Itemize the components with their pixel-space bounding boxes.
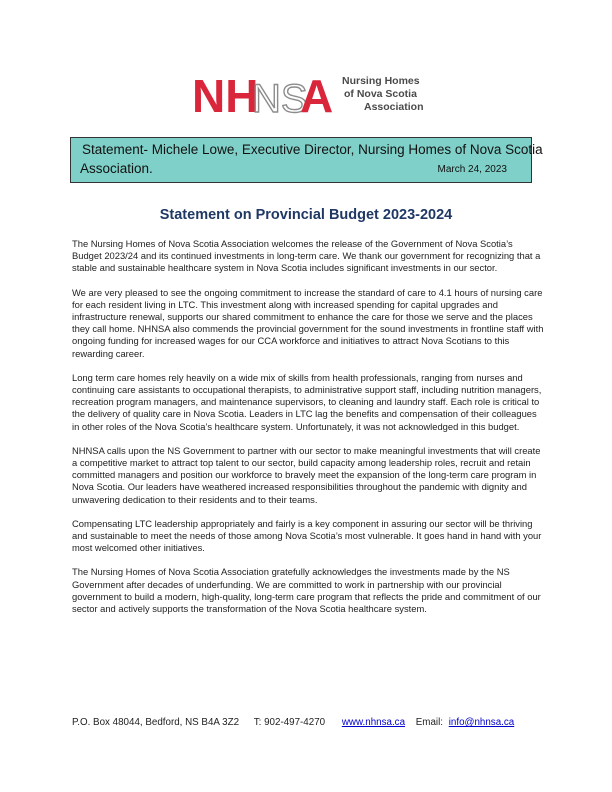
body-paragraph-1: The Nursing Homes of Nova Scotia Association welcomes the release of the Government of Nova Scotia’s Budget 2023/24 and its continued investments in long-term care. We thank our government for recognizing that a stable and sustainable healthcare system in Nova Scotia includes significant investments in our sector. (72, 238, 541, 274)
footer-email-link[interactable]: info@nhnsa.ca (448, 717, 515, 728)
logo-line-1: Nursing Homes (342, 75, 420, 87)
body-paragraph-5: Compensating LTC leadership appropriately and fairly is a key component in assuring our sector will be thriving and sustainable to meet the needs of those among Nova Scotia’s most vulnerable. It goes hand in hand with your most welcomed other initiatives. (72, 517, 542, 554)
footer-contact (72, 717, 514, 728)
body-paragraph-6: The Nursing Homes of Nova Scotia Association gratefully acknowledges the investments made by the NS Government after decades of underfunding. We are committed to work in partnership with our provincial government to build a modern, high-quality, long-term care program that reflects the pride and commitment of our sector and actively supports the transformation of the Nova Scotia healthcare system. (72, 566, 541, 615)
nhnsa-logo (192, 72, 424, 118)
statement-byline-line-1: Statement- Michele Lowe, Executive Director, Nursing Homes of Nova Scotia (82, 142, 543, 157)
document-body (72, 238, 544, 627)
footer-email-label: Email: (415, 717, 443, 728)
statement-header-box (70, 137, 543, 183)
body-paragraph-2: We are very pleased to see the ongoing commitment to increase the standard of care to 4.1 hours of nursing care for each resident living in LTC. This investment along with increased spending for capital upgrades and infrastructure renewal, supports our shared commitment to enhance the care for those we serve and the places they call home. NHNSA also commends the provincial government for the sound investments in frontline staff with ongoing funding for increased wages for our CCA workforce and initiatives to attract Nova Scotians to this rewarding career. (72, 286, 544, 359)
nhnsa-logo-mark (192, 72, 340, 118)
statement-date: March 24, 2023 (437, 164, 507, 175)
footer-website-link[interactable]: www.nhnsa.ca (341, 717, 406, 728)
footer-phone: T: 902-497-4270 (253, 717, 326, 728)
logo-letters-nh: NH (192, 72, 259, 118)
logo-letter-a: A (300, 72, 334, 118)
logo-letters-ns: NS (252, 77, 308, 118)
logo-wordmark (342, 75, 427, 114)
footer-address: P.O. Box 48044, Bedford, NS B4A 3Z2 (72, 717, 240, 728)
logo-line-2: of Nova Scotia (344, 88, 417, 100)
body-paragraph-3: Long term care homes rely heavily on a wide mix of skills from health professionals, ranging from nurses and continuing care assistants to occupational therapists, to administrative support staff, including nutrition managers, recreation program managers, and maintenance supervisors, to cleaning and laundry staff. Each role is critical to the delivery of quality care in Nova Scotia. Leaders in LTC lag the benefits and compensation of their colleagues in other roles of the Nova Scotia’s healthcare system. Unfortunately, it was not acknowledged in this budget. (72, 371, 542, 432)
body-paragraph-4: NHNSA calls upon the NS Government to partner with our sector to make meaningful investments that will create a competitive market to attract top talent to our sector, build capacity among leadership roles, recruit and retain committed managers and position our workforce to bravely meet the expansion of the long-term care program in Nova Scotia. Our leaders have weathered increased responsibilities throughout the pandemic with dignity and unwavering dedication to their residents and to their teams. (72, 444, 541, 505)
document-title: Statement on Provincial Budget 2023-2024 (159, 207, 453, 223)
statement-byline-line-2: Association. (80, 161, 153, 176)
logo-line-3: Association (364, 101, 424, 113)
